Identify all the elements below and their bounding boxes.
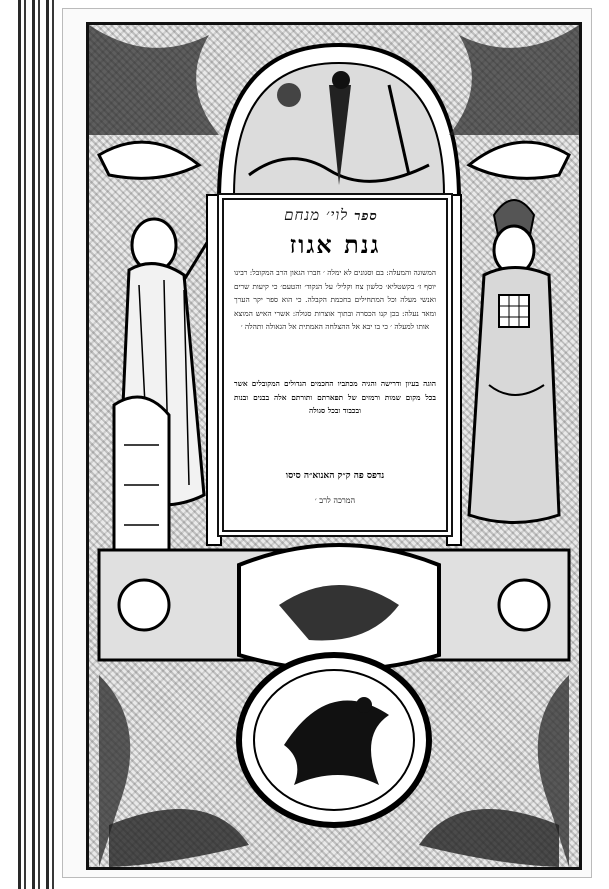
handwritten-note bbox=[230, 206, 440, 225]
book-spine bbox=[18, 0, 58, 889]
year-line: המרכה לרב ׳ bbox=[314, 496, 356, 505]
imprint-line: נדפס פה ק״ק האנוא״ה סיסו bbox=[285, 471, 385, 481]
top-medallion-scene bbox=[219, 45, 459, 200]
bottom-eagle-wreath bbox=[99, 655, 569, 867]
description-paragraph: המשוגה והמעלה: בם וסגונים לא ימלה ׳ חברו הגאון הרב המקובל: רבינו יוסף ז׳ בקשטליא׳ כלשון צח וקליל׳ על הנקוד׳ והטעם׳ כי קיעות שרים ואנשי מעלה וכל המתחילים בחכמת הקבלה. כי הוא ספר יקר הערך ומאד נעלה: בכן קנו הכסרה ובתוך אוצרות סגולה: אשרי האיש המוצא אותו למעלה ׳ כי בו יבא אל ההצלחה האמתית אל הגאולה ותהלה ׳ bbox=[234, 268, 436, 332]
handwritten-owner-note: לוי׳ מנחם bbox=[284, 206, 349, 224]
title-cartouche bbox=[222, 198, 448, 532]
right-figure-aaron bbox=[469, 200, 559, 523]
book-word: ספר bbox=[353, 209, 378, 224]
editor-paragraph: הוגה בעיון ודרישה והגיה מכתביו החכמים הגדולים המקובלים אשר בכל מקום שמות ורמזים של תפארתם ותורתם אלה בבנים ובנות ובכבוד ובכל סגולה bbox=[234, 379, 436, 416]
book-title: גנת אגוז bbox=[289, 230, 381, 259]
middle-ornament-band bbox=[99, 545, 569, 670]
